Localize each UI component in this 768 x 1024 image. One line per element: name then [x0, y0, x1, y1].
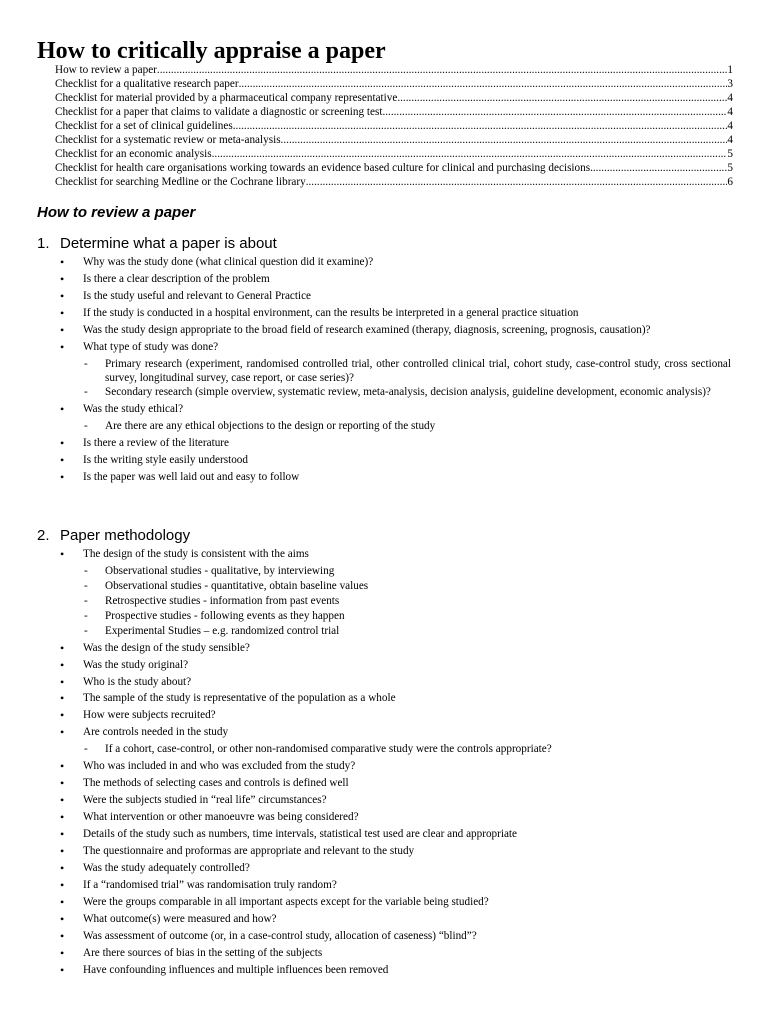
bullet-item: • The questionnaire and proformas are appropriate and relevant to the study [55, 845, 731, 859]
toc-entry[interactable] [55, 63, 733, 77]
toc-leader-dots [590, 161, 727, 175]
toc-page-number: 6 [727, 176, 733, 188]
toc-page-number: 1 [727, 64, 733, 76]
toc-entry-title: Checklist for a qualitative research paper [55, 78, 239, 90]
bullet-item: • What outcome(s) were measured and how? [55, 913, 731, 927]
sub-item: - Prospective studies - following events as they happen [55, 610, 731, 624]
bullet-item: • Who is the study about? [55, 676, 731, 690]
toc-leader-dots [306, 175, 728, 189]
section-1-title [37, 235, 277, 253]
bullet-item: • The sample of the study is representative of the population as a whole [55, 692, 731, 706]
toc-entry[interactable] [55, 175, 733, 189]
bullet-item: • Have confounding influences and multiple influences been removed [55, 964, 731, 978]
toc-entry[interactable] [55, 91, 733, 105]
toc-page-number: 5 [727, 148, 733, 160]
page-title: How to critically appraise a paper [37, 38, 386, 64]
toc-entry[interactable] [55, 161, 733, 175]
bullet-item: • What intervention or other manoeuvre was being considered? [55, 811, 731, 825]
bullet-item: • Is the paper was well laid out and easy to follow [55, 471, 731, 485]
section-2-title [37, 527, 190, 545]
toc-entry[interactable] [55, 105, 733, 119]
section-1-number: 1. [37, 235, 50, 252]
toc-entry-title: Checklist for health care organisations working towards an evidence based culture for clinical and purchasing decisions [55, 162, 591, 174]
section-heading: How to review a paper [37, 204, 196, 221]
bullet-item: • Were the groups comparable in all important aspects except for the variable being studied? [55, 896, 731, 910]
bullet-item: • How were subjects recruited? [55, 709, 731, 723]
toc-entry-title: Checklist for an economic analysis [55, 148, 212, 160]
toc-page-number: 4 [727, 134, 733, 146]
toc-page-number: 5 [727, 162, 733, 174]
sub-item: - Retrospective studies - information from past events [55, 595, 731, 609]
bullet-item: • Were the subjects studied in “real life” circumstances? [55, 794, 731, 808]
toc-page-number: 4 [727, 92, 733, 104]
bullet-item: • If the study is conducted in a hospital environment, can the results be interpreted in a general practice situation [55, 307, 731, 321]
section-1-label: Determine what a paper is about [60, 235, 277, 252]
toc-leader-dots [397, 91, 727, 105]
sub-item: - Observational studies - qualitative, by interviewing [55, 565, 731, 579]
toc-entry-title: Checklist for a paper that claims to validate a diagnostic or screening test [55, 106, 383, 118]
toc-leader-dots [212, 147, 728, 161]
toc-entry-title: Checklist for a systematic review or meta-analysis [55, 134, 281, 146]
sub-item: - Are there are any ethical objections to the design or reporting of the study [55, 420, 731, 434]
section-2-list [55, 548, 731, 981]
toc-leader-dots [233, 119, 728, 133]
sub-item: - Observational studies - quantitative, obtain baseline values [55, 580, 731, 594]
bullet-item: • What type of study was done? [55, 341, 731, 355]
sub-item: - If a cohort, case-control, or other non-randomised comparative study were the controls appropriate? [55, 743, 731, 757]
sub-item: - Primary research (experiment, randomised controlled trial, other controlled clinical trial, cohort study, case-control study, cross sectional survey, longitudinal survey, case report, or case series)? [55, 358, 731, 385]
bullet-item: • If a “randomised trial” was randomisation truly random? [55, 879, 731, 893]
bullet-item: • The methods of selecting cases and controls is defined well [55, 777, 731, 791]
bullet-item: • Is there a review of the literature [55, 437, 731, 451]
bullet-item: • Why was the study done (what clinical question did it examine)? [55, 256, 731, 270]
bullet-item: • Is the study useful and relevant to General Practice [55, 290, 731, 304]
bullet-item: • Was the study ethical? [55, 403, 731, 417]
toc-leader-dots [239, 77, 728, 91]
section-2-number: 2. [37, 527, 50, 544]
toc-entry[interactable] [55, 147, 733, 161]
bullet-item: • Is the writing style easily understood [55, 454, 731, 468]
bullet-item: • Are there sources of bias in the setting of the subjects [55, 947, 731, 961]
bullet-item: • Was assessment of outcome (or, in a case-control study, allocation of caseness) “blind”? [55, 930, 731, 944]
toc-entry-title: Checklist for material provided by a pharmaceutical company representative [55, 92, 398, 104]
toc-leader-dots [382, 105, 727, 119]
bullet-item: • Details of the study such as numbers, time intervals, statistical test used are clear and appropriate [55, 828, 731, 842]
bullet-item: • Is there a clear description of the problem [55, 273, 731, 287]
toc-page-number: 3 [727, 78, 733, 90]
toc-entry[interactable] [55, 77, 733, 91]
toc-page-number: 4 [727, 106, 733, 118]
bullet-item: • Was the design of the study sensible? [55, 642, 731, 656]
toc-entry-title: Checklist for a set of clinical guidelines [55, 120, 233, 132]
sub-item: - Experimental Studies – e.g. randomized control trial [55, 625, 731, 639]
toc-leader-dots [281, 133, 728, 147]
toc-entry[interactable] [55, 133, 733, 147]
toc-page-number: 4 [727, 120, 733, 132]
bullet-item: • Are controls needed in the study [55, 726, 731, 740]
section-2-label: Paper methodology [60, 527, 191, 544]
bullet-item: • Was the study design appropriate to the broad field of research examined (therapy, diagnosis, screening, prognosis, causation)? [55, 324, 731, 338]
toc-entry[interactable] [55, 119, 733, 133]
toc-leader-dots [157, 63, 728, 77]
bullet-item: • Who was included in and who was excluded from the study? [55, 760, 731, 774]
bullet-item: • Was the study adequately controlled? [55, 862, 731, 876]
toc-entry-title: Checklist for searching Medline or the Cochrane library [55, 176, 306, 188]
section-1-list [55, 256, 731, 488]
toc-entry-title: How to review a paper [55, 64, 157, 76]
sub-item: - Secondary research (simple overview, systematic review, meta-analysis, decision analysis, guideline development, economic analysis)? [55, 386, 731, 400]
bullet-item: • Was the study original? [55, 659, 731, 673]
bullet-item: • The design of the study is consistent with the aims [55, 548, 731, 562]
table-of-contents [55, 63, 733, 189]
